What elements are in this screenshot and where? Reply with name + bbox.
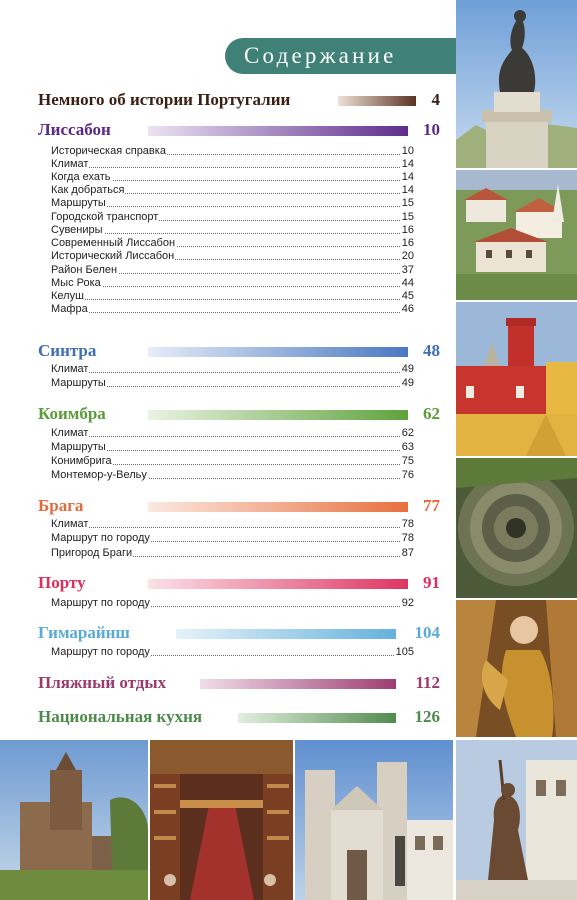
- section-page-number: 62: [423, 404, 440, 423]
- section-sintra[interactable]: [38, 340, 440, 362]
- section-page-number: 48: [423, 341, 440, 360]
- section-title: Синтра: [38, 341, 97, 360]
- section-title: Коимбра: [38, 404, 106, 423]
- section-title: Гимарайнш: [38, 623, 130, 642]
- toc-item[interactable]: Маршруты 15: [51, 197, 414, 209]
- section-page-number: 4: [431, 90, 440, 109]
- section-page-number: 10: [423, 120, 440, 139]
- toc-item[interactable]: Маршрут по городу 105: [51, 646, 414, 658]
- section-bar: [200, 679, 396, 689]
- section-coimbra[interactable]: [38, 403, 440, 425]
- toc-item[interactable]: Район Белен 37: [51, 264, 414, 276]
- section-bar: [148, 410, 408, 420]
- toc-item[interactable]: Монтемор-у-Вельу 76: [51, 469, 414, 481]
- toc-item[interactable]: Как добраться 14: [51, 184, 414, 196]
- section-bar: [148, 579, 408, 589]
- section-beach-holidays[interactable]: [38, 672, 440, 694]
- section-bar: [338, 96, 416, 106]
- section-bar: [238, 713, 396, 723]
- photo-baroque-angel: [456, 600, 577, 737]
- section-title: Немного об истории Португалии: [38, 90, 291, 109]
- photo-initiation-well: [456, 458, 577, 598]
- section-bar: [148, 126, 408, 136]
- photo-bishop-statue: [456, 740, 577, 900]
- section-title: Брага: [38, 496, 84, 515]
- section-porto[interactable]: [38, 572, 440, 594]
- photo-statue-monument: [456, 0, 577, 168]
- page-title: Содержание: [244, 43, 397, 68]
- photo-sintra-town: [456, 170, 577, 300]
- toc-item[interactable]: Когда ехать 14: [51, 171, 414, 183]
- photo-baroque-church: [295, 740, 453, 900]
- section-braga[interactable]: [38, 495, 440, 517]
- toc-item[interactable]: Историческая справка 10: [51, 145, 414, 157]
- toc-item[interactable]: Маршрут по городу 92: [51, 597, 414, 609]
- toc-item[interactable]: Сувениры 16: [51, 224, 414, 236]
- section-title: Пляжный отдых: [38, 673, 167, 692]
- section-bar: [148, 502, 408, 512]
- toc-item[interactable]: Климат 62: [51, 427, 414, 439]
- toc-item[interactable]: Современный Лиссабон 16: [51, 237, 414, 249]
- section-page-number: 104: [414, 623, 440, 642]
- toc-item[interactable]: Маршрут по городу 78: [51, 532, 414, 544]
- toc-item[interactable]: Мыс Рока 44: [51, 277, 414, 289]
- photo-pena-palace: [456, 302, 577, 456]
- toc-item[interactable]: Келуш 45: [51, 290, 414, 302]
- photo-castle-tower: [0, 740, 148, 900]
- toc-item[interactable]: Маршруты 63: [51, 441, 414, 453]
- section-bar: [148, 347, 408, 357]
- section-page-number: 126: [414, 707, 440, 726]
- section-title: Лиссабон: [38, 120, 111, 139]
- toc-item[interactable]: Климат 78: [51, 518, 414, 530]
- toc-item[interactable]: Маршруты 49: [51, 377, 414, 389]
- toc-item[interactable]: Мафра 46: [51, 303, 414, 315]
- section-national-cuisine[interactable]: [38, 706, 440, 728]
- toc-item[interactable]: Климат 14: [51, 158, 414, 170]
- toc-item[interactable]: Исторический Лиссабон 20: [51, 250, 414, 262]
- section-lisbon[interactable]: [38, 119, 440, 141]
- photo-library-interior: [150, 740, 293, 900]
- toc-item[interactable]: Климат 49: [51, 363, 414, 375]
- section-title: Порту: [38, 573, 86, 592]
- section-history[interactable]: [38, 89, 440, 111]
- toc-item[interactable]: Пригород Браги 87: [51, 547, 414, 559]
- toc-item[interactable]: Конимбрига 75: [51, 455, 414, 467]
- section-page-number: 91: [423, 573, 440, 592]
- section-title: Национальная кухня: [38, 707, 203, 726]
- section-page-number: 112: [415, 673, 440, 692]
- section-page-number: 77: [423, 496, 440, 515]
- section-guimaraes[interactable]: [38, 622, 440, 644]
- section-bar: [176, 629, 396, 639]
- toc-item[interactable]: Городской транспорт 15: [51, 211, 414, 223]
